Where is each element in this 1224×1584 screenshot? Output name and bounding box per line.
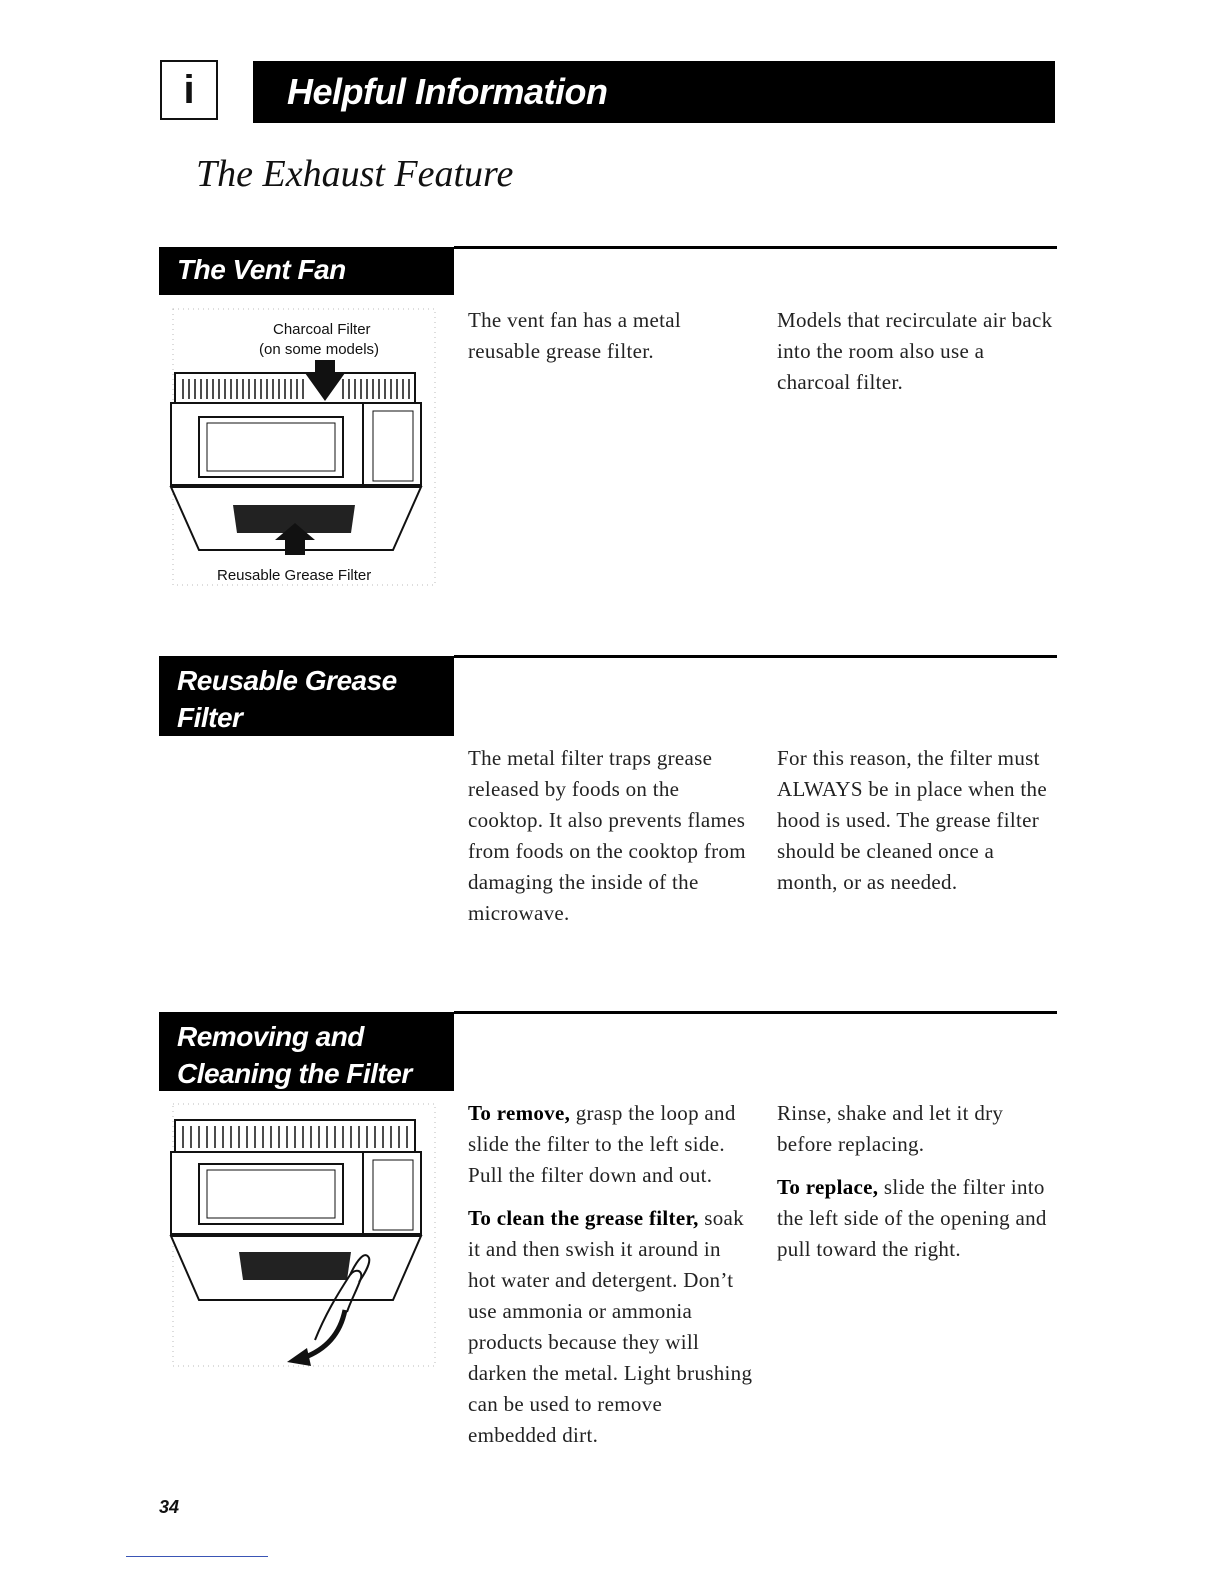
clean-heading: To clean the grease filter, <box>468 1206 699 1230</box>
charcoal-filter-note: (on some models) <box>259 341 380 358</box>
filter-removal-diagram <box>165 1100 440 1385</box>
vent-fan-col1 <box>468 305 738 379</box>
section-rule-grease-filter <box>454 655 1057 658</box>
arrow-head-icon <box>287 1348 311 1366</box>
bottom-rule <box>126 1556 268 1557</box>
microwave-window-inner <box>207 1170 335 1218</box>
section-rule-vent-fan <box>454 246 1057 249</box>
microwave-filter-diagram <box>165 305 440 590</box>
replace-heading: To replace, <box>777 1175 879 1199</box>
section-label-text: The Vent Fan <box>177 254 346 285</box>
section-label-vent-fan <box>159 247 454 295</box>
control-panel <box>373 1160 413 1230</box>
grease-filter-text-2: For this reason, the filter must ALWAYS be in place when the hood is used. The grease filter should be cleaned once a month, or as needed. <box>777 746 1047 894</box>
section-label-line2: Cleaning the Filter <box>177 1058 412 1089</box>
clean-instructions <box>468 1203 753 1451</box>
vent-fan-text-1: The vent fan has a metal reusable grease filter. <box>468 308 682 363</box>
rinse-text: Rinse, shake and let it dry before replacing. <box>777 1101 1004 1156</box>
microwave-window-inner <box>207 423 335 471</box>
vent-fan-text-2: Models that recirculate air back into the room also use a charcoal filter. <box>777 308 1053 394</box>
replace-text: slide the filter into the left side of the opening and pull toward the right. <box>777 1175 1047 1261</box>
page-header <box>253 61 1055 123</box>
removing-col2 <box>777 1098 1057 1277</box>
section-label-grease-filter <box>159 656 454 736</box>
section-label-removing <box>159 1012 454 1091</box>
grease-filter-col2 <box>777 743 1057 910</box>
page-subtitle: The Exhaust Feature <box>196 153 514 195</box>
vent-fan-col2 <box>777 305 1057 410</box>
section-label-line1: Reusable Grease <box>177 665 397 696</box>
info-icon: i <box>160 60 218 120</box>
curved-arrow-icon <box>303 1310 345 1358</box>
header-title: Helpful Information <box>287 71 608 112</box>
grease-filter-col1 <box>468 743 748 941</box>
grease-filter-label: Reusable Grease Filter <box>217 567 372 584</box>
remove-text: grasp the loop and slide the filter to the left side. Pull the filter down and out. <box>468 1101 736 1187</box>
remove-heading: To remove, <box>468 1101 571 1125</box>
removing-col1 <box>468 1098 753 1463</box>
clean-text: soak it and then swish it around in hot water and detergent. Don’t use ammonia or ammonia products because they will darken the metal. Light brushing can be used to remove embedded dirt. <box>468 1206 753 1447</box>
replace-instructions <box>777 1172 1057 1265</box>
grease-filter-text-1: The metal filter traps grease released by foods on the cooktop. It also prevents flames from foods on the cooktop from damaging the inside of the microwave. <box>468 746 746 925</box>
section-rule-removing <box>454 1011 1057 1014</box>
control-panel <box>373 411 413 481</box>
section-label-line2: Filter <box>177 702 243 733</box>
remove-instructions <box>468 1098 753 1191</box>
section-label-line1: Removing and <box>177 1021 364 1052</box>
grease-filter-opening <box>239 1252 351 1280</box>
page-number: 34 <box>159 1497 180 1517</box>
charcoal-filter-label: Charcoal Filter <box>273 321 371 338</box>
